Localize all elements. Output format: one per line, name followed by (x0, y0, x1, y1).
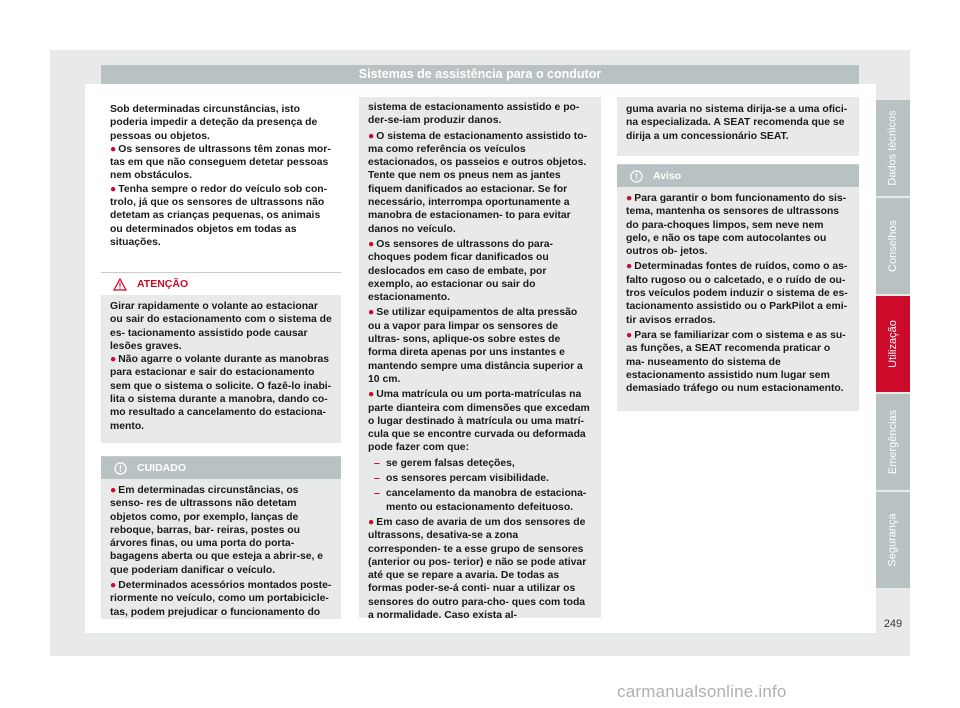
aviso-body (617, 187, 859, 401)
list-item: ● Os sensores de ultrassons têm zonas mor- tas em que não conseguem detetar pessoas nem obstáculos. (110, 143, 331, 182)
column-1 (110, 103, 332, 249)
list-item: ● Uma matrícula ou um porta-matrículas na parte dianteira com dimensões que excedam o lugar destinado à matrícula ou uma matrí- cula que se encontre curvada ou deformada pode fazer com que: (368, 389, 590, 454)
col2-intro: sistema de estacionamento assistido e po- der-se-iam produzir danos. (368, 102, 580, 127)
col1-intro: Sob determinadas circunstâncias, isto poderia impedir a deteção da presença de pessoas ou objetos. (110, 104, 318, 142)
cuidado-end-body (617, 97, 859, 149)
cuidado-label: CUIDADO (137, 462, 186, 474)
dash-list-item: – os sensores percam visibilidade. (374, 473, 549, 485)
tab-seguranca[interactable]: Segurança (876, 492, 910, 588)
list-item: ● Em caso de avaria de um dos sensores de ultrassons, desativa-se a zona corresponden- te a esse grupo de sensores (anterior ou pos- terior) e não se pode ativar até que se repare a avaria. De todas as formas poder-se-á conti- nuar a utilizar os sensores do outro para-cho- ques com toda a normalidade. Caso exista al- (368, 516, 587, 621)
list-item: ● Não agarre o volante durante as manobras para estacionar e sair do estacionamento sem que o sistema o solicite. O fazê-lo inabi- lita o sistema durante a manobra, dando co- mo resultado a cancelamento do estaciona- mento. (110, 354, 332, 432)
list-item: ● Para se familiarizar com o sistema e as su- as funções, a SEAT recomenda praticar o ma- nuseamento do sistema de estacionamento assistido num lugar sem demasiado tráfego ou num estacionamento. (626, 329, 846, 395)
atencao-label: ATENÇÃO (137, 278, 189, 290)
dash-icon: – (374, 473, 380, 485)
bullet-icon: ● (110, 183, 117, 195)
watermark: carmanualsonline.info (617, 682, 787, 701)
page-title: Sistemas de assistência para o condutor (101, 65, 859, 84)
dash-list-item: – cancelamento da manobra de estaciona- mento ou estacionamento defeituoso. (374, 488, 587, 513)
list-item: ● Em determinadas circunstâncias, os senso- res de ultrassons não detetam objetos como, por exemplo, lanças de reboque, barras, bar- reiras, postes ou árvores finas, ou uma porta do porta-bagagens aberta ou que esteja a abrir-se, e que poderiam danificar o veículo. (110, 485, 324, 576)
bullet-icon: ● (626, 193, 633, 204)
list-item: ● Determinadas fontes de ruídos, como o as- falto rugoso ou o calcetado, e o ruído de ou- tros veículos podem induzir o sistema de es- tacionamento assistido ou o ParkPilot a emi- tir avisos errados. (626, 261, 848, 326)
bullet-icon: ● (110, 143, 117, 155)
bullet-icon: ● (368, 307, 375, 319)
bullet-icon: ● (110, 354, 117, 366)
bullet-icon: ● (110, 580, 117, 592)
list-item: ● Determinados acessórios montados poste- riormente no veículo, como um portabicicle- tas, podem prejudicar o funcionamento do (110, 580, 332, 618)
warning-triangle-icon (111, 277, 129, 291)
bullet-icon: ● (368, 516, 375, 528)
list-item: ● Os sensores de ultrassons do para-choques podem ficar danificados ou deslocados em caso de embate, por exemplo, ao estacionar ou sair do estacionamento. (368, 238, 553, 304)
aviso-box (617, 164, 859, 411)
tab-dados-tecnicos[interactable]: Dados técnicos (876, 100, 910, 196)
col3-intro: guma avaria no sistema dirija-se a uma ofici- na especializada. A SEAT recomenda que se dirija a um concessionário SEAT. (626, 104, 848, 142)
bullet-icon: ● (110, 485, 117, 496)
cuidado-header (101, 457, 341, 479)
atencao-body (101, 295, 341, 439)
tab-conselhos[interactable]: Conselhos (876, 198, 910, 294)
bullet-icon: ● (626, 261, 633, 273)
tab-utilizacao[interactable]: Utilização (876, 296, 910, 392)
info-circle-icon (111, 461, 129, 475)
aviso-label: Aviso (653, 170, 682, 182)
page-number: 249 (883, 618, 903, 630)
cuidado-box (101, 456, 341, 619)
cuidado-continuation-box (359, 97, 601, 621)
atencao-box (101, 272, 341, 443)
bullet-icon: ● (368, 130, 375, 142)
bullet-icon: ● (368, 238, 375, 250)
bullet-icon: ● (368, 389, 375, 401)
cuidado-body (101, 479, 341, 625)
cuidado-end-box (617, 97, 859, 156)
cuidado-continuation-body (359, 97, 601, 628)
list-item: ● O sistema de estacionamento assistido to- ma como referência os veículos estacionados, os passeios e outros objetos. Tente que nem os pneus nem as jantes fiquem danificados ao estacionar. Se for necessário, interrompa oportunamente a manobra de estacionamen- to para evitar danos no veículo. (368, 130, 588, 235)
dash-icon: – (374, 488, 380, 500)
bullet-icon: ● (626, 329, 633, 341)
list-item: ● Tenha sempre o redor do veículo sob con- trolo, já que os sensores de ultrassons não detetam as crianças pequenas, os animais ou determinados objetos em todas as situações. (110, 183, 328, 248)
list-item: ● Se utilizar equipamentos de alta pressão ou a vapor para limpar os sensores de ultras- sons, aplique-os sobre estes de forma direta apenas por uns instantes e mantendo sempre uma distância superior a 10 cm. (368, 307, 583, 385)
dash-list-item: – se gerem falsas deteções, (374, 457, 515, 469)
atencao-intro: Girar rapidamente o volante ao estacionar ou sair do estacionamento com o sistema de es- tacionamento assistido pode causar lesões graves. (110, 301, 332, 352)
aviso-header (617, 165, 859, 187)
info-circle-icon (627, 169, 645, 183)
tab-emergencias[interactable]: Emergências (876, 394, 910, 490)
list-item: ● Para garantir o bom funcionamento do sis- tema, mantenha os sensores de ultrassons do para-choques limpos, sem neve nem gelo, e não os tape com autocolantes ou outros ob- jetos. (626, 193, 847, 258)
atencao-header (101, 273, 341, 295)
dash-icon: – (374, 457, 380, 469)
